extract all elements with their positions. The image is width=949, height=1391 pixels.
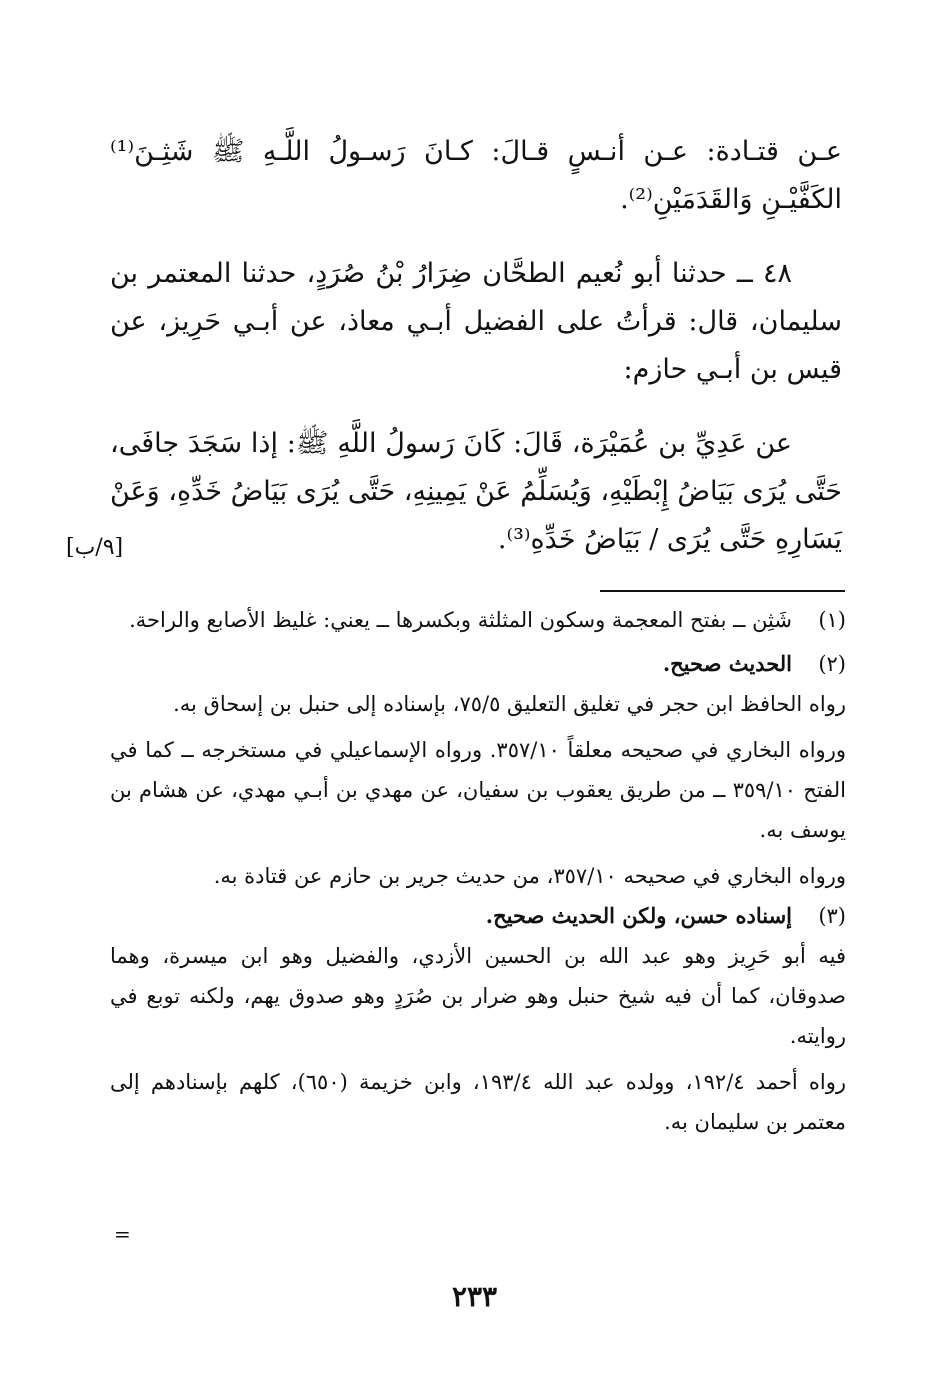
footnote-heading: الحديث صحيح. <box>662 651 792 676</box>
hadith-48-matn: عن عَدِيِّ بن عُمَيْرَة، قَالَ: كَانَ رَسولُ اللَّهِ ﷺ: إذا سَجَدَ جافَى، حَتَّى يُرَى بَيَاضُ إِبْطَيْهِ، وَيُسَلِّمُ عَنْ يَمِينِهِ، حَتَّى يُرَى بَيَاضُ خَدِّهِ، وَعَنْ يَسَارِهِ حَتَّى يُرَى / بَيَاضُ خَدِّهِ⁽³⁾. <box>110 428 842 555</box>
main-paragraph-2 <box>110 250 842 394</box>
main-paragraph-1 <box>110 128 842 224</box>
hadith-48-isnad: ٤٨ ــ حدثنا أبو نُعيم الطحَّان ضِرَارُ بْنُ صُرَدٍ، حدثنا المعتمر بن سليمان، قال: قرأتُ على الفضيل أبـي معاذ، عن أبـي حَرِيز، عن قيس بن أبـي حازم: <box>110 258 842 385</box>
main-paragraph-3 <box>110 420 842 564</box>
footnote-number: (٢) <box>818 652 846 676</box>
hadith-47-tail: عـن قتـادة: عـن أنـسٍ قـالَ: كـانَ رَسـولُ اللَّـهِ ﷺ شَثِـنَ⁽¹⁾ الكَفَّيْـنِ وَالقَدَمَيْنِ⁽²⁾. <box>110 136 842 215</box>
continuation-mark: = <box>114 1222 131 1246</box>
footnote-number: (١) <box>818 608 846 632</box>
footnote-1 <box>110 600 846 640</box>
footnote-paragraph: رواه أحمد ١٩٢/٤، وولده عبد الله ١٩٣/٤، وابن خزيمة (٦٥٠)، كلهم بإسنادهم إلى معتمر بن سليمان به. <box>110 1070 846 1134</box>
footnote-paragraph: ورواه البخاري في صحيحه معلقاً ٣٥٧/١٠. ورواه الإسماعيلي في مستخرجه ــ كما في الفتح ٣٥٩/١٠ ــ من طريق يعقوب بن سفيان، عن مهدي بن أبـي مهدي، عن هشام بن يوسف به. <box>110 738 846 842</box>
footnote-paragraph: فيه أبو حَرِيز وهو عبد الله بن الحسين الأزدي، والفضيل وهو ابن ميسرة، وهما صدوقان، كما أن فيه شيخ حنبل وهو ضرار بن صُرَدٍ وهو صدوق يهم، ولكنه توبع في روايته. <box>110 944 846 1048</box>
footnote-paragraph: ورواه البخاري في صحيحه ٣٥٧/١٠، من حديث جرير بن حازم عن قتادة به. <box>213 864 846 888</box>
footnote-separator <box>600 590 845 592</box>
footnote-3 <box>110 896 846 1142</box>
manuscript-folio-marker: [٩/ب] <box>66 535 124 560</box>
footnote-paragraph: رواه الحافظ ابن حجر في تغليق التعليق ٧٥/٥، بإسناده إلى حنبل بن إسحاق به. <box>173 692 846 716</box>
footnote-heading: إسناده حسن، ولكن الحديث صحيح. <box>485 903 792 928</box>
page-number: ٢٣٣ <box>451 1280 498 1313</box>
footnotes-section <box>110 600 846 1142</box>
footnote-text: شَثِن ــ بفتح المعجمة وسكون المثلثة وبكسرها ــ يعني: غليظ الأصابع والراحة. <box>129 608 792 632</box>
footnote-number: (٣) <box>818 904 846 928</box>
footnote-2 <box>110 644 846 896</box>
